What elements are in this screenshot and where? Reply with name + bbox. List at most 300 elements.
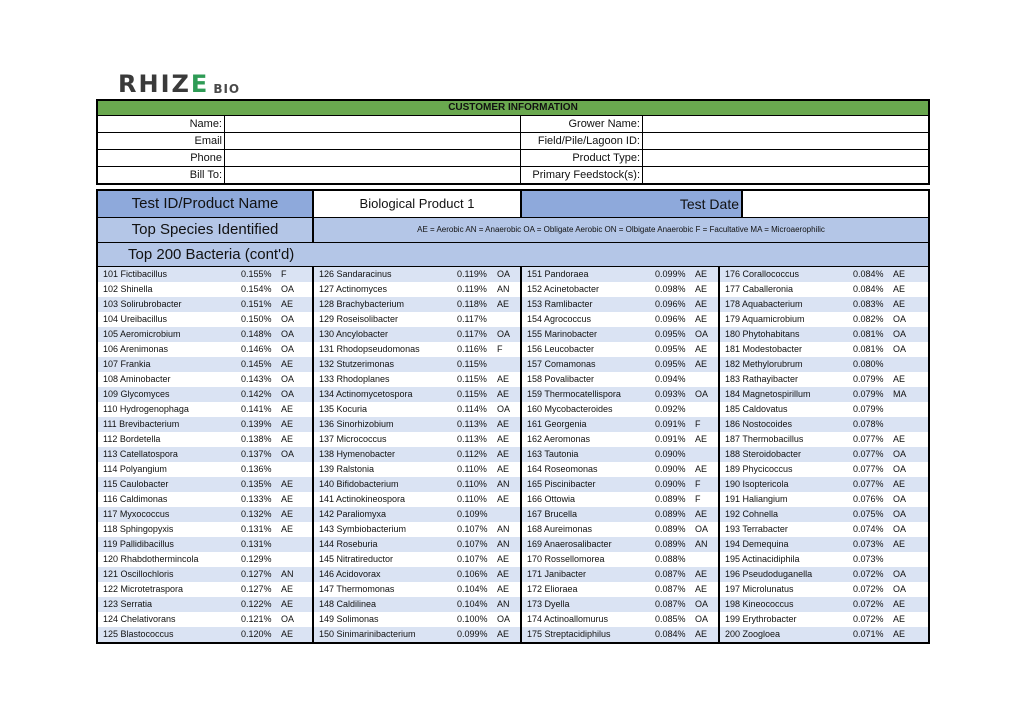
bacteria-row xyxy=(314,462,520,477)
bacteria-respiration-type xyxy=(695,552,715,567)
bacteria-row xyxy=(314,417,520,432)
bacteria-name: 155 Marinobacter xyxy=(527,329,598,339)
bacteria-row xyxy=(720,582,928,597)
bacteria-name: 139 Ralstonia xyxy=(319,464,375,474)
phone-field[interactable] xyxy=(225,150,521,166)
bacteria-respiration-type: AE xyxy=(893,539,906,549)
test-id-row xyxy=(98,191,928,218)
bacteria-percent: 0.084% xyxy=(655,629,686,639)
bacteria-row xyxy=(314,372,520,387)
bacteria-name: 157 Comamonas xyxy=(527,359,596,369)
bacteria-respiration-type: AE xyxy=(281,299,294,309)
bacteria-row xyxy=(98,627,312,642)
bacteria-name: 122 Microtetraspora xyxy=(103,584,184,594)
bacteria-row xyxy=(314,282,520,297)
bacteria-name: 172 Elioraea xyxy=(527,584,578,594)
bacteria-row xyxy=(98,357,312,372)
bacteria-row xyxy=(98,612,312,627)
bacteria-row xyxy=(522,462,718,477)
bacteria-percent: 0.117% xyxy=(457,314,487,324)
bacteria-row xyxy=(98,312,312,327)
bacteria-name: 111 Brevibacterium xyxy=(103,419,180,429)
email-field[interactable] xyxy=(225,133,521,149)
bacteria-name: 193 Terrabacter xyxy=(725,524,788,534)
bacteria-percent: 0.072% xyxy=(853,599,884,609)
bacteria-respiration-type: OA xyxy=(281,614,295,624)
bacteria-respiration-type xyxy=(281,537,301,552)
name-field[interactable] xyxy=(225,116,521,132)
bacteria-row xyxy=(98,372,312,387)
bacteria-percent: 0.099% xyxy=(655,269,686,279)
bacteria-respiration-type: AE xyxy=(695,299,708,309)
bacteria-respiration-type: AE xyxy=(695,464,708,474)
bacteria-respiration-type: AE xyxy=(281,584,294,594)
bacteria-row xyxy=(522,417,718,432)
bacteria-name: 132 Stutzerimonas xyxy=(319,359,395,369)
bacteria-name: 146 Acidovorax xyxy=(319,569,381,579)
bacteria-row xyxy=(720,447,928,462)
bacteria-row xyxy=(314,477,520,492)
bacteria-name: 192 Cohnella xyxy=(725,509,779,519)
bacteria-percent: 0.110% xyxy=(457,479,487,489)
name-label: Name: xyxy=(98,116,225,132)
bacteria-name: 143 Symbiobacterium xyxy=(319,524,407,534)
bill-to-label: Bill To: xyxy=(98,167,225,183)
bacteria-row xyxy=(314,492,520,507)
bacteria-percent: 0.133% xyxy=(241,494,272,504)
bacteria-row xyxy=(720,387,928,402)
bacteria-respiration-type: OA xyxy=(893,329,907,339)
bacteria-percent: 0.083% xyxy=(853,299,884,309)
bacteria-respiration-type: OA xyxy=(695,329,709,339)
bacteria-percent: 0.090% xyxy=(655,479,686,489)
bacteria-percent: 0.119% xyxy=(457,269,487,279)
bacteria-percent: 0.141% xyxy=(241,404,272,414)
bacteria-respiration-type: AE xyxy=(893,284,906,294)
bacteria-respiration-type: OA xyxy=(497,329,511,339)
bacteria-name: 163 Tautonia xyxy=(527,449,579,459)
bacteria-column xyxy=(522,267,720,642)
bacteria-percent: 0.121% xyxy=(241,614,272,624)
bacteria-respiration-type xyxy=(695,372,715,387)
bacteria-name: 179 Aquamicrobium xyxy=(725,314,805,324)
bacteria-percent: 0.135% xyxy=(241,479,272,489)
bacteria-respiration-type: OA xyxy=(893,464,907,474)
bacteria-name: 136 Sinorhizobium xyxy=(319,419,394,429)
bacteria-percent: 0.094% xyxy=(655,374,686,384)
bacteria-percent: 0.117% xyxy=(457,329,487,339)
bacteria-respiration-type: OA xyxy=(281,344,295,354)
bacteria-name: 174 Actinoallomurus xyxy=(527,614,609,624)
bacteria-respiration-type: AN xyxy=(497,524,510,534)
bacteria-percent: 0.071% xyxy=(853,629,884,639)
bacteria-name: 105 Aeromicrobium xyxy=(103,329,181,339)
bacteria-percent: 0.129% xyxy=(241,554,272,564)
bacteria-row xyxy=(98,267,312,282)
bacteria-respiration-type: AN xyxy=(695,539,708,549)
primary-feedstock-field[interactable] xyxy=(643,167,928,183)
bacteria-row xyxy=(98,597,312,612)
product-type-label: Product Type: xyxy=(521,150,643,166)
bacteria-percent: 0.077% xyxy=(853,449,884,459)
bacteria-name: 129 Roseisolibacter xyxy=(319,314,399,324)
bacteria-row xyxy=(314,537,520,552)
bacteria-row xyxy=(98,402,312,417)
bacteria-respiration-type xyxy=(281,552,301,567)
bacteria-name: 190 Isoptericola xyxy=(725,479,789,489)
bacteria-row xyxy=(314,507,520,522)
bacteria-row xyxy=(720,507,928,522)
bacteria-row xyxy=(522,552,718,567)
bacteria-percent: 0.155% xyxy=(241,269,272,279)
grower-name-field[interactable] xyxy=(643,116,928,132)
bacteria-row xyxy=(522,267,718,282)
bacteria-percent: 0.145% xyxy=(241,359,272,369)
bacteria-respiration-type: F xyxy=(695,494,701,504)
bacteria-row xyxy=(98,552,312,567)
bacteria-percent: 0.079% xyxy=(853,389,884,399)
bacteria-name: 198 Kineococcus xyxy=(725,599,794,609)
bacteria-respiration-type: OA xyxy=(281,284,295,294)
bacteria-row xyxy=(314,402,520,417)
bacteria-name: 164 Roseomonas xyxy=(527,464,598,474)
bacteria-row xyxy=(522,357,718,372)
bacteria-respiration-type: AE xyxy=(695,359,708,369)
bacteria-respiration-type: AE xyxy=(893,374,906,384)
bacteria-respiration-type: AE xyxy=(497,389,510,399)
bacteria-row xyxy=(522,432,718,447)
customer-row xyxy=(98,116,928,133)
bacteria-row xyxy=(720,372,928,387)
bacteria-row xyxy=(720,477,928,492)
bacteria-respiration-type: OA xyxy=(893,569,907,579)
bacteria-name: 186 Nostocoides xyxy=(725,419,793,429)
bacteria-percent: 0.084% xyxy=(853,269,884,279)
bacteria-name: 200 Zoogloea xyxy=(725,629,781,639)
bacteria-respiration-type: OA xyxy=(695,599,709,609)
bacteria-column xyxy=(720,267,928,642)
bacteria-row xyxy=(720,567,928,582)
bacteria-row xyxy=(98,387,312,402)
bacteria-percent: 0.116% xyxy=(457,344,487,354)
bacteria-row xyxy=(522,312,718,327)
bacteria-name: 102 Shinella xyxy=(103,284,153,294)
bacteria-row xyxy=(98,417,312,432)
bacteria-row xyxy=(314,597,520,612)
primary-feedstock-label: Primary Feedstock(s): xyxy=(521,167,643,183)
bacteria-percent: 0.074% xyxy=(853,524,884,534)
bacteria-percent: 0.100% xyxy=(457,614,488,624)
bacteria-percent: 0.114% xyxy=(457,404,487,414)
bacteria-row xyxy=(720,522,928,537)
bacteria-percent: 0.110% xyxy=(457,464,487,474)
test-id-value: Biological Product 1 xyxy=(314,191,522,217)
bacteria-percent: 0.091% xyxy=(655,434,686,444)
bacteria-name: 144 Roseburia xyxy=(319,539,378,549)
phone-label: Phone xyxy=(98,150,225,166)
bacteria-respiration-type xyxy=(497,357,517,372)
bacteria-row xyxy=(522,297,718,312)
bacteria-respiration-type xyxy=(497,507,517,522)
bacteria-respiration-type: AN xyxy=(497,284,510,294)
bacteria-name: 113 Catellatospora xyxy=(103,449,178,459)
bacteria-name: 148 Caldilinea xyxy=(319,599,377,609)
bacteria-percent: 0.096% xyxy=(655,314,686,324)
bacteria-name: 154 Agrococcus xyxy=(527,314,592,324)
bacteria-percent: 0.087% xyxy=(655,569,686,579)
bacteria-row xyxy=(720,552,928,567)
logo-wordmark: RHIZE xyxy=(118,70,210,98)
bacteria-percent: 0.085% xyxy=(655,614,686,624)
bacteria-respiration-type xyxy=(497,312,517,327)
bacteria-name: 197 Microlunatus xyxy=(725,584,794,594)
bacteria-row xyxy=(522,387,718,402)
bacteria-percent: 0.095% xyxy=(655,359,686,369)
bacteria-row xyxy=(522,597,718,612)
bacteria-percent: 0.079% xyxy=(853,374,884,384)
bacteria-respiration-type: AE xyxy=(497,374,510,384)
bacteria-row xyxy=(98,507,312,522)
bacteria-name: 187 Thermobacillus xyxy=(725,434,804,444)
bacteria-row xyxy=(314,312,520,327)
respiration-legend: AE = Aerobic AN = Anaerobic OA = Obligate Aerobic ON = Olbigate Anaerobic F = Facultative MA = Microaerophilic xyxy=(314,218,928,242)
bacteria-row xyxy=(522,567,718,582)
bacteria-respiration-type: AN xyxy=(497,539,510,549)
bacteria-name: 108 Aminobacter xyxy=(103,374,171,384)
bacteria-row xyxy=(522,522,718,537)
bacteria-percent: 0.148% xyxy=(241,329,272,339)
bacteria-name: 175 Streptacidiphilus xyxy=(527,629,611,639)
bacteria-grid xyxy=(98,267,928,642)
bacteria-respiration-type: AE xyxy=(695,569,708,579)
bacteria-row xyxy=(314,327,520,342)
bacteria-row xyxy=(522,507,718,522)
bacteria-name: 115 Caulobacter xyxy=(103,479,169,489)
bacteria-percent: 0.093% xyxy=(655,389,686,399)
bacteria-row xyxy=(98,537,312,552)
bacteria-percent: 0.150% xyxy=(241,314,272,324)
bacteria-percent: 0.087% xyxy=(655,584,686,594)
section-title: Top 200 Bacteria (cont'd) xyxy=(98,243,928,267)
bacteria-column xyxy=(314,267,522,642)
bacteria-row xyxy=(314,627,520,642)
bacteria-percent: 0.142% xyxy=(241,389,272,399)
bacteria-row xyxy=(720,357,928,372)
test-date-label: Test Date xyxy=(522,191,743,217)
bacteria-name: 141 Actinokineospora xyxy=(319,494,406,504)
bacteria-respiration-type: AE xyxy=(281,629,294,639)
bacteria-respiration-type: OA xyxy=(497,404,511,414)
bacteria-percent: 0.106% xyxy=(457,569,488,579)
bacteria-percent: 0.073% xyxy=(853,539,884,549)
bacteria-name: 165 Piscinibacter xyxy=(527,479,596,489)
bacteria-respiration-type xyxy=(893,417,913,432)
bacteria-row xyxy=(314,552,520,567)
bacteria-name: 151 Pandoraea xyxy=(527,269,589,279)
bacteria-name: 156 Leucobacter xyxy=(527,344,595,354)
bacteria-row xyxy=(314,567,520,582)
bacteria-row xyxy=(314,432,520,447)
bacteria-name: 160 Mycobacteroides xyxy=(527,404,613,414)
bacteria-row xyxy=(720,492,928,507)
bacteria-row xyxy=(314,357,520,372)
bacteria-percent: 0.109% xyxy=(457,509,488,519)
bacteria-name: 162 Aeromonas xyxy=(527,434,591,444)
bacteria-name: 142 Paraliomyxa xyxy=(319,509,387,519)
bacteria-name: 116 Caldimonas xyxy=(103,494,168,504)
bill-to-field[interactable] xyxy=(225,167,521,183)
bacteria-respiration-type: AE xyxy=(497,449,510,459)
bacteria-respiration-type: AN xyxy=(497,479,510,489)
bacteria-name: 119 Pallidibacillus xyxy=(103,539,174,549)
bacteria-row xyxy=(720,312,928,327)
bacteria-name: 130 Ancylobacter xyxy=(319,329,389,339)
bacteria-percent: 0.091% xyxy=(655,419,686,429)
bacteria-row xyxy=(98,327,312,342)
bacteria-name: 123 Serratia xyxy=(103,599,153,609)
bacteria-percent: 0.115% xyxy=(457,359,487,369)
test-date-field[interactable] xyxy=(743,191,928,217)
bacteria-name: 145 Nitratireductor xyxy=(319,554,394,564)
bacteria-respiration-type: OA xyxy=(497,614,511,624)
bacteria-respiration-type: OA xyxy=(281,329,295,339)
bacteria-respiration-type: OA xyxy=(695,614,709,624)
bacteria-respiration-type: F xyxy=(281,269,287,279)
bacteria-respiration-type: OA xyxy=(893,314,907,324)
bacteria-respiration-type: AE xyxy=(497,584,510,594)
bacteria-respiration-type: AE xyxy=(695,434,708,444)
bacteria-percent: 0.132% xyxy=(241,509,272,519)
bacteria-respiration-type xyxy=(695,447,715,462)
bacteria-percent: 0.072% xyxy=(853,584,884,594)
bacteria-percent: 0.136% xyxy=(241,464,272,474)
bacteria-name: 184 Magnetospirillum xyxy=(725,389,811,399)
bacteria-respiration-type: AN xyxy=(281,569,294,579)
bacteria-respiration-type: OA xyxy=(281,374,295,384)
bacteria-name: 158 Povalibacter xyxy=(527,374,595,384)
bacteria-row xyxy=(720,402,928,417)
bacteria-name: 138 Hymenobacter xyxy=(319,449,396,459)
bacteria-respiration-type: AE xyxy=(695,284,708,294)
bacteria-respiration-type: OA xyxy=(497,269,511,279)
customer-information-table xyxy=(96,99,930,185)
bacteria-name: 118 Sphingopyxis xyxy=(103,524,174,534)
field-id-label: Field/Pile/Lagoon ID: xyxy=(521,133,643,149)
bacteria-respiration-type: AE xyxy=(281,359,294,369)
bacteria-row xyxy=(720,327,928,342)
bacteria-name: 124 Chelativorans xyxy=(103,614,176,624)
test-id-label: Test ID/Product Name xyxy=(98,191,314,217)
bacteria-respiration-type: AE xyxy=(893,599,906,609)
bacteria-percent: 0.127% xyxy=(241,569,272,579)
bacteria-row xyxy=(98,492,312,507)
bacteria-name: 128 Brachybacterium xyxy=(319,299,405,309)
field-id-field[interactable] xyxy=(643,133,928,149)
bacteria-percent: 0.143% xyxy=(241,374,272,384)
bacteria-respiration-type: AE xyxy=(281,599,294,609)
bacteria-percent: 0.088% xyxy=(655,554,686,564)
bacteria-percent: 0.115% xyxy=(457,374,487,384)
bacteria-percent: 0.151% xyxy=(241,299,272,309)
bacteria-respiration-type: AE xyxy=(893,299,906,309)
bacteria-percent: 0.081% xyxy=(853,344,884,354)
bacteria-row xyxy=(98,432,312,447)
bacteria-respiration-type: MA xyxy=(893,389,907,399)
bacteria-respiration-type: OA xyxy=(893,509,907,519)
bacteria-respiration-type: F xyxy=(695,479,701,489)
bacteria-name: 194 Demequina xyxy=(725,539,789,549)
bacteria-row xyxy=(522,582,718,597)
bacteria-percent: 0.115% xyxy=(457,389,487,399)
bacteria-name: 196 Pseudoduganella xyxy=(725,569,813,579)
bacteria-respiration-type: OA xyxy=(281,389,295,399)
email-label: Email xyxy=(98,133,225,149)
bacteria-percent: 0.084% xyxy=(853,284,884,294)
bacteria-respiration-type: AE xyxy=(497,434,510,444)
bacteria-row xyxy=(522,492,718,507)
bacteria-percent: 0.077% xyxy=(853,479,884,489)
bacteria-name: 101 Fictibacillus xyxy=(103,269,168,279)
bacteria-name: 176 Corallococcus xyxy=(725,269,800,279)
bacteria-respiration-type: AE xyxy=(497,299,510,309)
customer-row xyxy=(98,167,928,183)
bacteria-row xyxy=(314,297,520,312)
bacteria-name: 177 Caballeronia xyxy=(725,284,794,294)
bacteria-respiration-type: AE xyxy=(695,344,708,354)
bacteria-respiration-type: AE xyxy=(695,314,708,324)
bacteria-row xyxy=(720,282,928,297)
bacteria-respiration-type: AE xyxy=(695,584,708,594)
bacteria-name: 173 Dyella xyxy=(527,599,570,609)
bacteria-percent: 0.090% xyxy=(655,464,686,474)
bacteria-name: 131 Rhodopseudomonas xyxy=(319,344,420,354)
bacteria-row xyxy=(314,342,520,357)
bacteria-row xyxy=(98,297,312,312)
bacteria-respiration-type: F xyxy=(497,344,503,354)
bacteria-percent: 0.098% xyxy=(655,284,686,294)
bacteria-respiration-type xyxy=(281,462,301,477)
bacteria-respiration-type: AE xyxy=(281,494,294,504)
bacteria-respiration-type: AE xyxy=(281,479,294,489)
bacteria-respiration-type: F xyxy=(695,419,701,429)
bacteria-percent: 0.081% xyxy=(853,329,884,339)
bacteria-name: 133 Rhodoplanes xyxy=(319,374,390,384)
bacteria-percent: 0.077% xyxy=(853,464,884,474)
bacteria-name: 117 Myxococcus xyxy=(103,509,170,519)
bacteria-row xyxy=(522,627,718,642)
bacteria-percent: 0.138% xyxy=(241,434,272,444)
bacteria-row xyxy=(720,612,928,627)
bacteria-respiration-type: AE xyxy=(893,269,906,279)
bacteria-respiration-type: AE xyxy=(497,494,510,504)
bacteria-percent: 0.073% xyxy=(853,554,884,564)
bacteria-name: 147 Thermomonas xyxy=(319,584,395,594)
bacteria-respiration-type xyxy=(893,552,913,567)
bacteria-name: 181 Modestobacter xyxy=(725,344,803,354)
bacteria-name: 149 Solimonas xyxy=(319,614,379,624)
bacteria-percent: 0.104% xyxy=(457,584,488,594)
bacteria-percent: 0.087% xyxy=(655,599,686,609)
bacteria-respiration-type: AE xyxy=(695,269,708,279)
bacteria-row xyxy=(720,342,928,357)
product-type-field[interactable] xyxy=(643,150,928,166)
bacteria-row xyxy=(522,612,718,627)
bacteria-respiration-type: OA xyxy=(893,344,907,354)
bacteria-row xyxy=(98,282,312,297)
bacteria-respiration-type: AE xyxy=(893,629,906,639)
bacteria-percent: 0.107% xyxy=(457,539,488,549)
bacteria-name: 180 Phytohabitans xyxy=(725,329,800,339)
